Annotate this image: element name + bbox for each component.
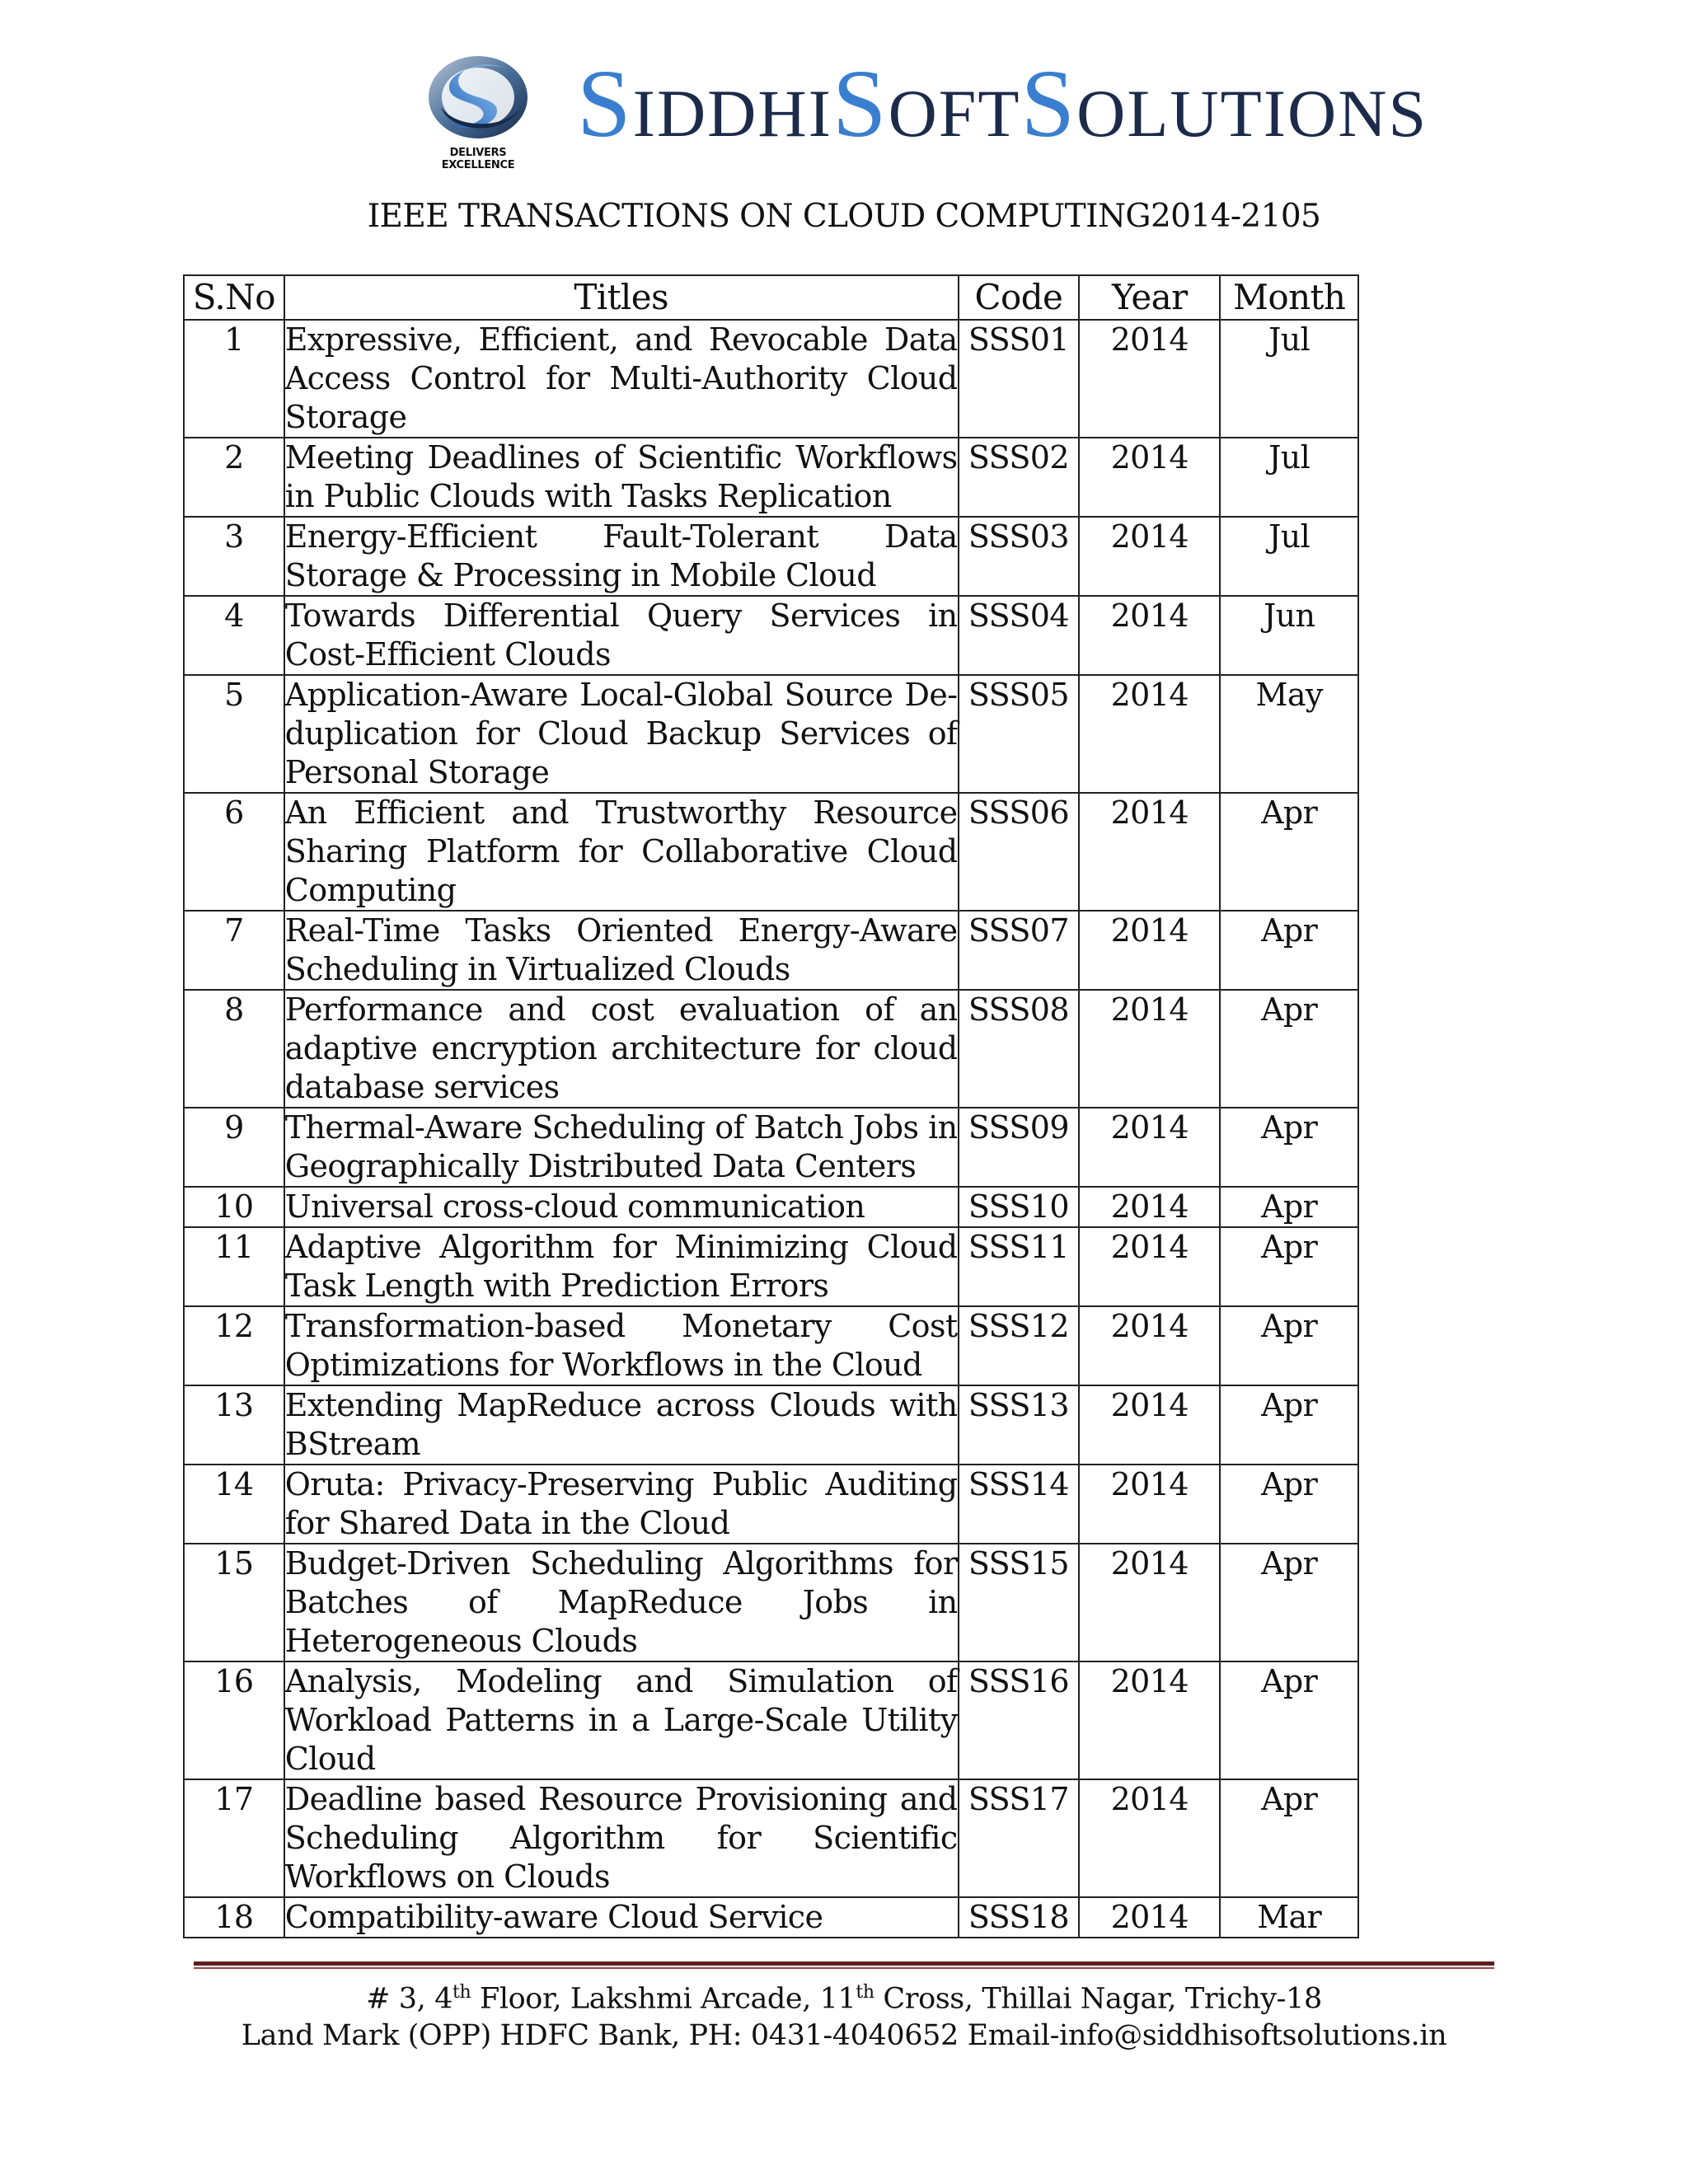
table-body <box>184 320 1358 1938</box>
code-cell: SSS15 <box>959 1544 1080 1661</box>
brand-word-part: OLUTIONS <box>1076 76 1428 151</box>
year-cell: 2014 <box>1079 1306 1220 1385</box>
company-logo <box>416 49 540 171</box>
code-cell: SSS17 <box>959 1779 1080 1897</box>
month-cell: Apr <box>1220 1306 1358 1385</box>
title-cell: Compatibility-aware Cloud Service <box>284 1897 959 1938</box>
address-line: # 3, 4th Floor, Lakshmi Arcade, 11th Cross, Thillai Nagar, Trichy-18 <box>366 1982 1322 2016</box>
code-cell: SSS03 <box>959 517 1080 596</box>
year-cell: 2014 <box>1079 675 1220 793</box>
code-cell: SSS12 <box>959 1306 1080 1385</box>
title-cell: Deadline based Resource Provisioning and Scheduling Algorithm for Scientific Workflows on Clouds <box>284 1779 959 1897</box>
sno-cell: 14 <box>184 1465 284 1544</box>
brand-word-part: OFT <box>888 76 1021 151</box>
title-cell: Energy-Efficient Fault-Tolerant Data Storage & Processing in Mobile Cloud <box>284 517 959 596</box>
contact-line: Land Mark (OPP) HDFC Bank, PH: 0431-4040652 Email-info@siddhisoftsolutions.in <box>241 2018 1447 2052</box>
code-cell: SSS05 <box>959 675 1080 793</box>
code-cell: SSS10 <box>959 1187 1080 1227</box>
sno-cell: 6 <box>184 793 284 911</box>
code-cell: SSS14 <box>959 1465 1080 1544</box>
table-row <box>184 793 1358 911</box>
footer-address <box>0 1975 1688 2054</box>
sno-cell: 5 <box>184 675 284 793</box>
column-header-year: Year <box>1079 275 1220 320</box>
title-cell: Performance and cost evaluation of an adaptive encryption architecture for cloud database services <box>284 990 959 1108</box>
table-row <box>184 1187 1358 1227</box>
title-cell: Towards Differential Query Services in Cost-Efficient Clouds <box>284 596 959 675</box>
code-cell: SSS18 <box>959 1897 1080 1938</box>
sno-cell: 12 <box>184 1306 284 1385</box>
letterhead <box>0 33 1688 171</box>
year-cell: 2014 <box>1079 596 1220 675</box>
month-cell: Apr <box>1220 1187 1358 1227</box>
column-header-sno: S.No <box>184 275 284 320</box>
title-cell: Extending MapReduce across Clouds with BStream <box>284 1385 959 1465</box>
projects-table <box>183 274 1359 1938</box>
month-cell: Apr <box>1220 1385 1358 1465</box>
year-cell: 2014 <box>1079 517 1220 596</box>
sno-cell: 4 <box>184 596 284 675</box>
month-cell: Mar <box>1220 1897 1358 1938</box>
table-row <box>184 517 1358 596</box>
column-header-titles: Titles <box>284 275 959 320</box>
month-cell: Apr <box>1220 1661 1358 1779</box>
code-cell: SSS09 <box>959 1108 1080 1187</box>
table-row <box>184 1544 1358 1661</box>
title-cell: Expressive, Efficient, and Revocable Data Access Control for Multi-Authority Cloud Storage <box>284 320 959 438</box>
brand-initial: S <box>1020 49 1077 157</box>
month-cell: Apr <box>1220 1779 1358 1897</box>
logo-tagline: DELIVERS EXCELLENCE <box>441 147 515 171</box>
table-row <box>184 911 1358 990</box>
table-row <box>184 1897 1358 1938</box>
table-row <box>184 1465 1358 1544</box>
document-title: IEEE TRANSACTIONS ON CLOUD COMPUTING2014-2105 <box>367 198 1321 235</box>
month-cell: Apr <box>1220 1465 1358 1544</box>
sno-cell: 11 <box>184 1227 284 1306</box>
month-cell: Apr <box>1220 1108 1358 1187</box>
title-cell: Meeting Deadlines of Scientific Workflows in Public Clouds with Tasks Replication <box>284 438 959 517</box>
title-cell: Universal cross-cloud communication <box>284 1187 959 1227</box>
swirl-s-logo-icon <box>424 49 532 144</box>
title-cell: Budget-Driven Scheduling Algorithms for Batches of MapReduce Jobs in Heterogeneous Clouds <box>284 1544 959 1661</box>
code-cell: SSS02 <box>959 438 1080 517</box>
code-cell: SSS07 <box>959 911 1080 990</box>
sno-cell: 1 <box>184 320 284 438</box>
month-cell: Jul <box>1220 438 1358 517</box>
table-row <box>184 675 1358 793</box>
table-row <box>184 1661 1358 1779</box>
table-row <box>184 1306 1358 1385</box>
brand-name <box>577 48 1428 155</box>
year-cell: 2014 <box>1079 911 1220 990</box>
year-cell: 2014 <box>1079 990 1220 1108</box>
year-cell: 2014 <box>1079 1108 1220 1187</box>
sno-cell: 8 <box>184 990 284 1108</box>
sno-cell: 10 <box>184 1187 284 1227</box>
year-cell: 2014 <box>1079 1661 1220 1779</box>
year-cell: 2014 <box>1079 1465 1220 1544</box>
table-row <box>184 1779 1358 1897</box>
title-cell: An Efficient and Trustworthy Resource Sharing Platform for Collaborative Cloud Computing <box>284 793 959 911</box>
brand-word-part: IDDHI <box>632 76 832 151</box>
year-cell: 2014 <box>1079 1227 1220 1306</box>
title-cell: Oruta: Privacy-Preserving Public Auditing for Shared Data in the Cloud <box>284 1465 959 1544</box>
table-row <box>184 990 1358 1108</box>
month-cell: Jul <box>1220 320 1358 438</box>
month-cell: Apr <box>1220 990 1358 1108</box>
year-cell: 2014 <box>1079 1385 1220 1465</box>
title-cell: Transformation-based Monetary Cost Optimizations for Workflows in the Cloud <box>284 1306 959 1385</box>
year-cell: 2014 <box>1079 320 1220 438</box>
sno-cell: 17 <box>184 1779 284 1897</box>
sno-cell: 7 <box>184 911 284 990</box>
code-cell: SSS08 <box>959 990 1080 1108</box>
sno-cell: 3 <box>184 517 284 596</box>
title-cell: Real-Time Tasks Oriented Energy-Aware Scheduling in Virtualized Clouds <box>284 911 959 990</box>
code-cell: SSS13 <box>959 1385 1080 1465</box>
month-cell: Jun <box>1220 596 1358 675</box>
year-cell: 2014 <box>1079 793 1220 911</box>
table-header-row <box>184 275 1358 320</box>
title-cell: Adaptive Algorithm for Minimizing Cloud Task Length with Prediction Errors <box>284 1227 959 1306</box>
month-cell: Apr <box>1220 911 1358 990</box>
month-cell: Jul <box>1220 517 1358 596</box>
year-cell: 2014 <box>1079 1544 1220 1661</box>
code-cell: SSS04 <box>959 596 1080 675</box>
title-cell: Thermal-Aware Scheduling of Batch Jobs in Geographically Distributed Data Centers <box>284 1108 959 1187</box>
year-cell: 2014 <box>1079 1779 1220 1897</box>
year-cell: 2014 <box>1079 1897 1220 1938</box>
month-cell: Apr <box>1220 1544 1358 1661</box>
sno-cell: 13 <box>184 1385 284 1465</box>
sno-cell: 18 <box>184 1897 284 1938</box>
sno-cell: 16 <box>184 1661 284 1779</box>
table-row <box>184 1227 1358 1306</box>
title-cell: Analysis, Modeling and Simulation of Workload Patterns in a Large-Scale Utility Cloud <box>284 1661 959 1779</box>
table-row <box>184 1385 1358 1465</box>
sno-cell: 2 <box>184 438 284 517</box>
sno-cell: 9 <box>184 1108 284 1187</box>
footer-divider-thin <box>194 1967 1494 1969</box>
brand-initial: S <box>832 49 889 157</box>
code-cell: SSS01 <box>959 320 1080 438</box>
title-cell: Application-Aware Local-Global Source De-duplication for Cloud Backup Services of Personal Storage <box>284 675 959 793</box>
table-row <box>184 320 1358 438</box>
column-header-code: Code <box>959 275 1080 320</box>
sno-cell: 15 <box>184 1544 284 1661</box>
year-cell: 2014 <box>1079 1187 1220 1227</box>
month-cell: Apr <box>1220 1227 1358 1306</box>
footer-divider <box>194 1961 1494 1966</box>
column-header-month: Month <box>1220 275 1358 320</box>
code-cell: SSS16 <box>959 1661 1080 1779</box>
code-cell: SSS06 <box>959 793 1080 911</box>
month-cell: May <box>1220 675 1358 793</box>
year-cell: 2014 <box>1079 438 1220 517</box>
brand-initial: S <box>577 49 633 157</box>
month-cell: Apr <box>1220 793 1358 911</box>
table-row <box>184 1108 1358 1187</box>
code-cell: SSS11 <box>959 1227 1080 1306</box>
table-row <box>184 596 1358 675</box>
table-row <box>184 438 1358 517</box>
